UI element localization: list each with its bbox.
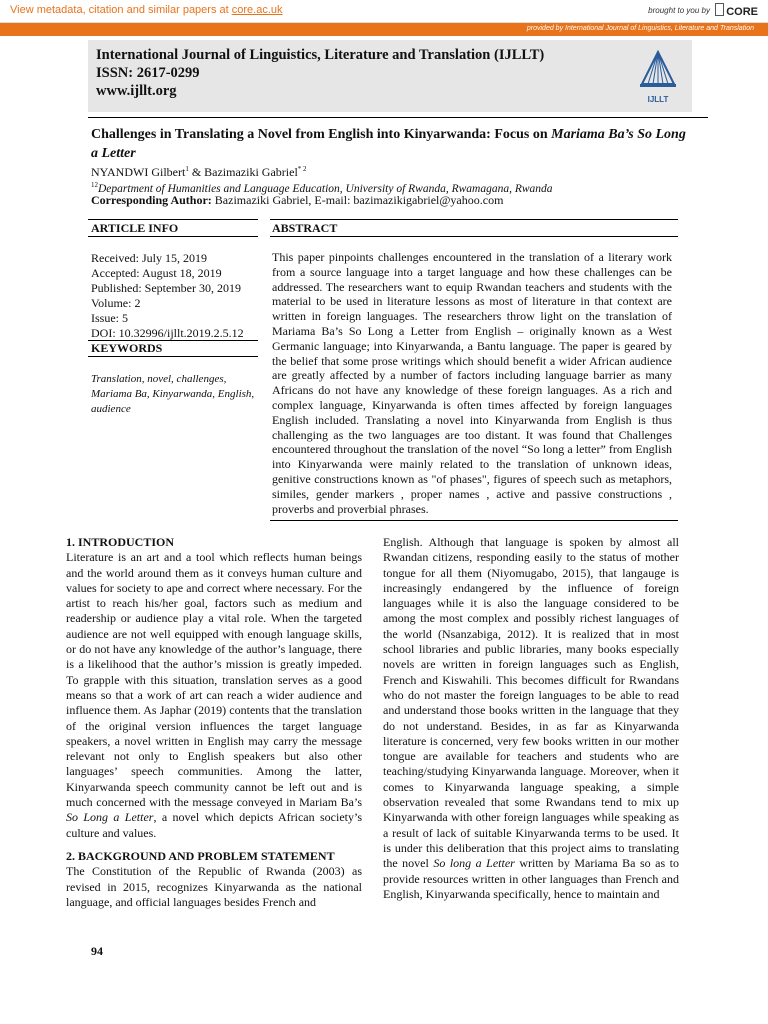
keywords-bottom-rule (88, 356, 258, 357)
right-text-end: written by Mariama Ba so as to provide resources written in other languages than French and English, Kinyarwanda specifically, hence to maintain and (383, 856, 679, 901)
affiliation-text: Department of Humanities and Language Education, University of Rwanda, Rwamagana, Rwanda (98, 182, 553, 195)
journal-title-block (96, 46, 544, 100)
author-2: & Bazimaziki Gabriel (188, 165, 298, 179)
published-date: Published: September 30, 2019 (91, 281, 241, 295)
journal-name: International Journal of Linguistics, Literature and Translation (IJLLT) (96, 47, 545, 63)
corresponding-label: Corresponding Author: (91, 193, 212, 207)
intro-heading: 1. INTRODUCTION (66, 535, 175, 549)
received-date: Received: July 15, 2019 (91, 251, 207, 265)
body-left-column (66, 535, 362, 910)
core-banner (0, 0, 768, 23)
article-info-list (91, 251, 261, 341)
right-text: English. Although that language is spoken by almost all Rwandan citizens, responding easily to the status of mother tongue for all them (Niyomugabo, 2015), that langauge is increasingly endangered by the influence of foreign languages while it is also the language considered to be among the most complex and possibly richest languages of the world (Nsanzabiga, 2012). It is realized that in most school libraries and public libraries, many books especially novels are written in foreign languages such as English, French and Kiswahili. This becomes difficult for Rwandans who do not master the foreign languages to be able to read and understand those books written in the language that they do not understand. Besides, in as far as Kinyarwanda literature is concerned, very few books written in our mother tongue are available for teachers and students who are teaching/studying Kinyarwanda language. Moreover, when it comes to Kinyarwanda language speaking, a simple observation revealed that some Rwandans tend to mix up Kinyarwanda with other foreign languages while speaking as a result of lack of suitable Kinyarwanda terms to be used. It is under this deliberation that this project aims to translating the novel (383, 535, 679, 871)
core-logo[interactable] (715, 3, 758, 18)
journal-logo (636, 48, 680, 104)
journal-issn: ISSN: 2617-0299 (96, 65, 200, 81)
keywords-heading: KEYWORDS (91, 341, 163, 355)
core-logo-text: CORE (726, 6, 758, 18)
article-info-heading: ARTICLE INFO (91, 221, 179, 235)
intro-paragraph (66, 550, 362, 841)
author-1-sup: 1 (185, 165, 189, 173)
core-link-text: View metadata, citation and similar papers at (10, 4, 232, 16)
abstract-text: This paper pinpoints challenges encountered in the translation of a literary work from a source language into a target language and how these challenges can be addressed. The researchers want to equip Rwandan teachers and students with the material to be used in literature lessons as most of literature in that context are written in foreign languages. The researchers throw light on the translation of Mariama Ba’s So Long a Letter from English – originally known as a West Germanic language; into Kinyarwanda, a Bantu language. The paper is geared by the belief that some prose writings which should benefit a wider African audience are greatly affected by a number of factors including language barrier as many Africans do not have any knowledge of these foreign languages. As a rich and complex language, Kinyarwanda is often times affected by foreign languages English included. Translating a novel into Kinyarwanda from English is thus challenging as the two languages are too distant. It was found that Challenges encountered throughout the translation of the novel “So long a letter” from English into Kinyarwanda were mainly related to the translation of unknown ideas, genitive constructions known as "of phases", figures of speech such as metaphors, similes, gender markers , proper names , active and passive constructions , proverbs and proverbial phrases. (272, 250, 672, 516)
body-right-column (383, 535, 679, 902)
right-paragraph (383, 535, 679, 902)
author-2-sup: * 2 (297, 165, 307, 173)
core-logo-icon (715, 3, 724, 16)
abstract-top-rule (270, 219, 678, 220)
corresponding-text: Bazimaziki Gabriel, E-mail: bazimazikigabriel@yahoo.com (211, 193, 504, 207)
paper-title-italic: Mariama Ba’s So Long a Letter (91, 127, 686, 161)
page-number: 94 (91, 944, 103, 958)
journal-logo-icon (636, 48, 680, 92)
background-paragraph: The Constitution of the Republic of Rwanda (2003) as revised in 2015, recognizes Kinyarwanda as the national language, and official languages besides French and (66, 864, 362, 909)
issue: Issue: 5 (91, 311, 128, 325)
journal-header (88, 40, 692, 112)
keywords-text: Translation, novel, challenges, Mariama Ba, Kinyarwanda, English, audience (91, 373, 255, 415)
author-1: NYANDWI Gilbert (91, 165, 186, 179)
corresponding-author (91, 193, 503, 208)
info-top-rule (88, 219, 258, 220)
abstract-bottom-rule (270, 236, 678, 237)
intro-text-end: , a novel which depicts African society’s culture and values. (66, 810, 362, 840)
paper-title-main: Challenges in Translating a Novel from English into Kinyarwanda: Focus on (91, 127, 552, 142)
abstract-end-rule (270, 520, 678, 521)
core-provided-bar (0, 23, 768, 36)
accepted-date: Accepted: August 18, 2019 (91, 266, 222, 280)
info-bottom-rule (88, 236, 258, 237)
background-heading: 2. BACKGROUND AND PROBLEM STATEMENT (66, 848, 335, 863)
intro-text: Literature is an art and a tool which reflects human beings and the world around them as it conveys human culture and values for society to ape and correct where necessary. For the artist to reach his/her goal, factors such as medium and readership or audience play a vital role. When the targeted audience are not well equipped with enough language skills, or do not have any knowledge of the author’s language, there is a likelihood that the author’s mission is greatly impeded. To grapple with this situation, translation serves as a good means so that a work of art can reach a wider audience and influence them. As Japhar (2019) contents that the translation of the original version influences the target language speakers, a novel written in English may carry the message relevant not only to English speakers but also other languages’ speech communities. Among the latter, Kinyarwanda speech community cannot be left out and is much concerned with the message conveyed in Mariam Ba’s (66, 550, 362, 810)
paper-title (91, 125, 691, 163)
header-rule (88, 117, 708, 118)
right-italic: So long a Letter (433, 856, 515, 871)
core-metadata-link[interactable] (10, 4, 283, 16)
doi[interactable]: DOI: 10.32996/ijllt.2019.2.5.12 (91, 326, 244, 340)
journal-logo-text: IJLLT (647, 95, 669, 104)
section-gap (66, 841, 362, 849)
core-link-site[interactable]: core.ac.uk (231, 4, 283, 16)
core-provided-text: provided by International Journal of Linguistics, Literature and Translation (526, 25, 754, 32)
affiliation-sup: 12 (91, 181, 98, 189)
abstract-heading: ABSTRACT (272, 221, 338, 235)
core-brought-text: brought to you by (648, 6, 710, 15)
intro-italic: So Long a Letter (66, 810, 154, 825)
journal-website: www.ijllt.org (96, 83, 177, 99)
volume: Volume: 2 (91, 296, 141, 310)
